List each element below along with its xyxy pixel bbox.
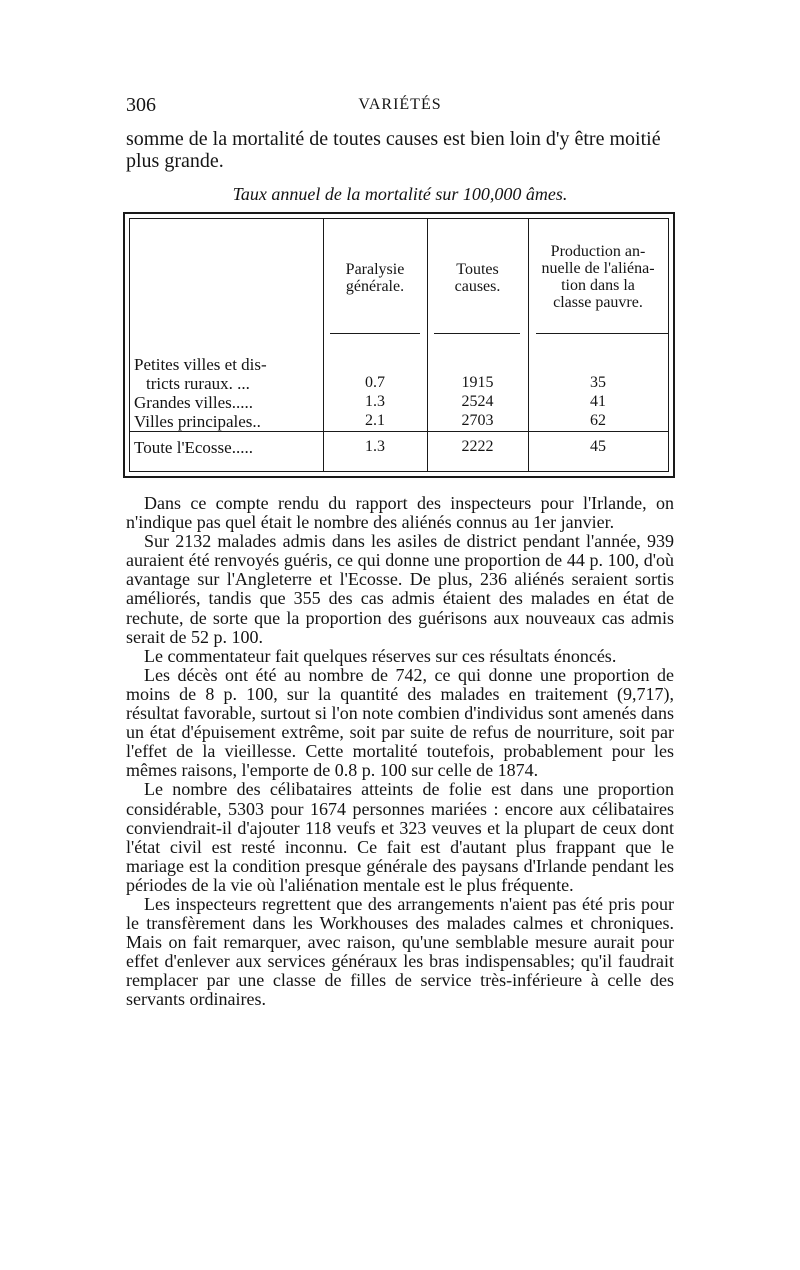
row-label-line: tricts ruraux. ... [146, 374, 250, 393]
paragraph: Le nombre des célibataires atteints de folie est dans une proportion considérable, 5303 pour 1674 personnes mariées : encore aux célibataires conviendrait-il d'ajouter 118 veufs et 323 veuves et la plupart de ceux dont l'état civil est resté inconnu. Ce fait est d'autant plus frappant que le mariage est la condition presque générale des paysans d'Irlande pendant les périodes de la vie où l'aliénation mentale est le plus fréquente. [126, 779, 674, 895]
intro-text: somme de la mortalité de toutes causes est bien loin d'y être moitié plus grande. [126, 128, 661, 172]
row-label-toute-ecosse: Toute l'Ecosse..... [134, 438, 253, 457]
column-divider [323, 219, 324, 471]
header-line: Toutes [456, 261, 499, 278]
header-line: Paralysie [345, 261, 405, 278]
header-line: classe pauvre. [553, 294, 643, 311]
cell-paralysie: 0.7 [365, 374, 385, 391]
cell-paralysie: 1.3 [365, 438, 385, 455]
column-header-toutes-causes [427, 261, 528, 295]
table-inner-border [129, 218, 669, 472]
cell-paralysie: 1.3 [365, 393, 385, 410]
row-label-petites-villes [134, 355, 319, 393]
page-header [126, 94, 674, 124]
paragraph: Sur 2132 malades admis dans les asiles de district pendant l'année, 939 auraient été renvoyés guéris, ce qui donne une proportion de 44 p. 100, d'où avantage sur l'Angleterre et l'Ecosse. De plus, 236 aliénés seraient sortis améliorés, tandis que 355 des cas admis étaient des malades en état de rechute, de sorte que la proportion des guérisons aux nouveaux cas admis serait de 52 p. 100. [126, 531, 674, 647]
column-header-production [528, 243, 668, 311]
header-line: causes. [454, 278, 501, 295]
cell-production: 35 [590, 374, 606, 391]
row-label-line: Petites villes et dis- [134, 355, 267, 374]
header-line: générale. [345, 278, 405, 295]
cell-toutes-causes: 2524 [461, 393, 494, 410]
row-label-villes-principales: Villes principales.. [134, 412, 261, 431]
cell-toutes-causes: 2222 [461, 438, 494, 455]
page-number: 306 [126, 94, 156, 116]
header-line: Production an- [550, 243, 646, 260]
cell-toutes-causes: 1915 [461, 374, 494, 391]
mortality-table [123, 212, 675, 478]
cell-production: 45 [590, 438, 606, 455]
header-line: tion dans la [561, 277, 635, 294]
header-rule [434, 333, 520, 334]
column-divider [427, 219, 428, 471]
paragraph: Les décès ont été au nombre de 742, ce qui donne une proportion de moins de 8 p. 100, sur la quantité des malades en traitement (9,717), résultat favorable, surtout si l'on note combien d'individus sont amenés dans un état d'épuisement extrême, soit par suite de refus de nourriture, soit par l'effet de la vieillesse. Cette mortalité toutefois, probablement pour les mêmes raisons, l'emporte de 0.8 p. 100 sur celle de 1874. [126, 664, 674, 781]
running-head: VARIÉTÉS [358, 96, 442, 113]
header-line: nuelle de l'aliéna- [541, 260, 655, 277]
cell-production: 41 [590, 393, 606, 410]
cell-production: 62 [590, 412, 606, 429]
paragraph: Dans ce compte rendu du rapport des inspecteurs pour l'Irlande, on n'indique pas quel était le nombre des aliénés connus au 1er janvier. [126, 493, 674, 533]
table-caption: Taux annuel de la mortalité sur 100,000 âmes. [232, 184, 568, 204]
cell-toutes-causes: 2703 [461, 412, 494, 429]
body-text [126, 494, 674, 1010]
paragraph: Le commentateur fait quelques réserves sur ces résultats énoncés. [144, 645, 617, 666]
column-header-paralysie [323, 261, 427, 295]
paragraph: Les inspecteurs regrettent que des arrangements n'aient pas été pris pour le transfèrement dans les Workhouses des malades calmes et chroniques. Mais on fait remarquer, avec raison, qu'une semblable mesure aurait pour effet d'enlever aux services généraux les bras indispensables; qu'il faudrait remplacer par une classe de filles de service très-inférieure à celle des servants ordinaires. [126, 893, 674, 1010]
row-label-grandes-villes: Grandes villes..... [134, 393, 253, 412]
total-row-rule [130, 431, 668, 432]
cell-paralysie: 2.1 [365, 412, 385, 429]
header-rule [536, 333, 668, 334]
header-rule [330, 333, 420, 334]
